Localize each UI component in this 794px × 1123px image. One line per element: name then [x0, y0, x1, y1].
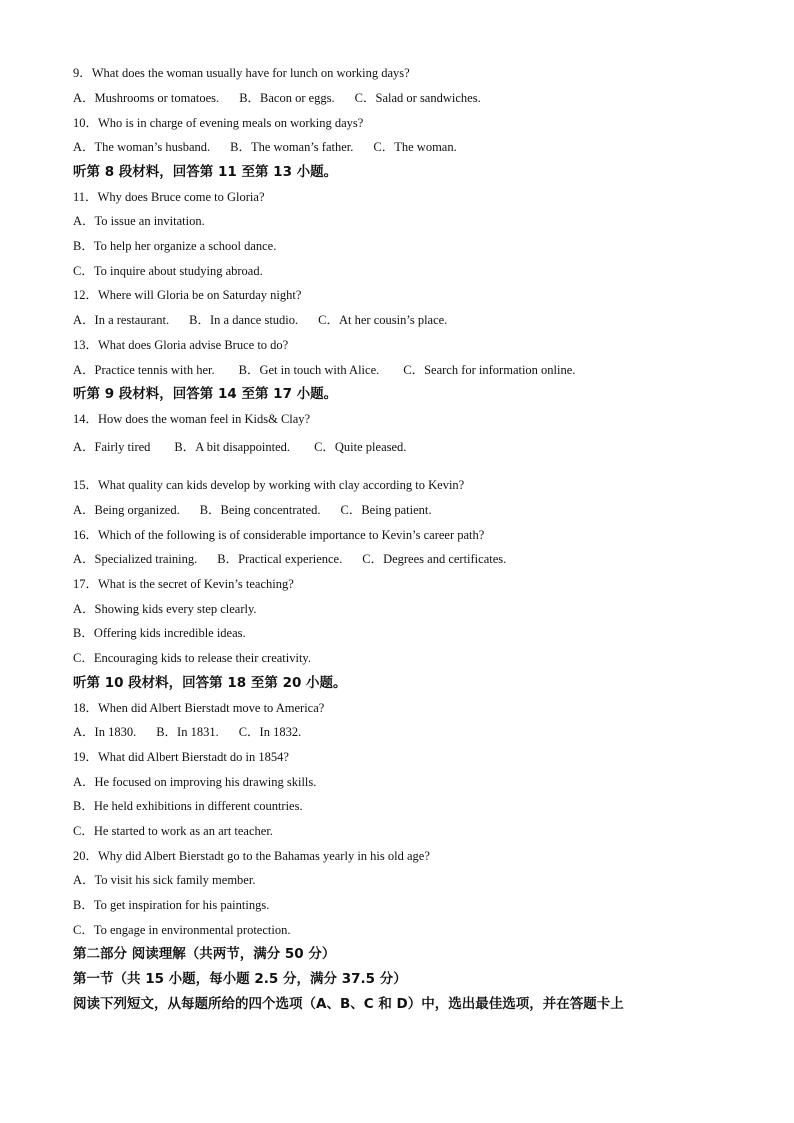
question-18-options — [73, 724, 301, 740]
section-heading-8: 听第 8 段材料，回答第 11 至第 13 小题。 — [73, 164, 338, 180]
question-10: 10．Who is in charge of evening meals on working days? — [73, 116, 364, 130]
question-20-option-a: A．To visit his sick family member. — [73, 873, 256, 887]
question-14-options — [73, 439, 406, 455]
question-20: 20．Why did Albert Bierstadt go to the Bahamas yearly in his old age? — [73, 849, 430, 863]
option-c: C．The woman. — [373, 140, 457, 154]
question-19: 19．What did Albert Bierstadt do in 1854? — [73, 750, 289, 764]
section-one-heading: 第一节（共 15 小题，每小题 2.5 分，满分 37.5 分） — [73, 971, 407, 987]
option-a: A．In 1830. — [73, 725, 137, 739]
option-c: C．Search for information online. — [403, 363, 576, 377]
option-c: C．Salad or sandwiches. — [354, 91, 481, 105]
part-two-heading: 第二部分 阅读理解（共两节，满分 50 分） — [73, 946, 336, 962]
option-c: C．Degrees and certificates. — [362, 552, 507, 566]
question-17-option-a: A．Showing kids every step clearly. — [73, 602, 257, 616]
question-13-options — [73, 362, 575, 378]
option-c: C．In 1832. — [238, 725, 302, 739]
reading-instruction: 阅读下列短文，从每题所给的四个选项（A、B、C 和 D）中，选出最佳选项，并在答题卡上 — [73, 996, 624, 1012]
question-17-option-c: C．Encouraging kids to release their creativity. — [73, 651, 312, 665]
question-20-option-b: B．To get inspiration for his paintings. — [73, 898, 270, 912]
question-11-option-b: B．To help her organize a school dance. — [73, 239, 277, 253]
option-b: B．Bacon or eggs. — [239, 91, 335, 105]
question-11: 11．Why does Bruce come to Gloria? — [73, 190, 265, 204]
question-17-option-b: B．Offering kids incredible ideas. — [73, 626, 246, 640]
question-20-option-c: C．To engage in environmental protection. — [73, 923, 291, 937]
option-a: A．In a restaurant. — [73, 313, 170, 327]
option-c: C．Quite pleased. — [314, 440, 407, 454]
option-a: A．Mushrooms or tomatoes. — [73, 91, 220, 105]
question-17: 17．What is the secret of Kevin’s teaching? — [73, 577, 294, 591]
question-11-option-c: C．To inquire about studying abroad. — [73, 264, 263, 278]
question-12-options — [73, 312, 447, 328]
question-16-options — [73, 551, 506, 567]
question-16: 16．Which of the following is of considerable importance to Kevin’s career path? — [73, 528, 485, 542]
option-c: C．At her cousin’s place. — [318, 313, 448, 327]
question-13: 13．What does Gloria advise Bruce to do? — [73, 338, 289, 352]
question-19-option-a: A．He focused on improving his drawing skills. — [73, 775, 317, 789]
question-19-option-b: B．He held exhibitions in different countries. — [73, 799, 303, 813]
option-b: B．Being concentrated. — [199, 503, 321, 517]
question-12: 12．Where will Gloria be on Saturday night? — [73, 288, 302, 302]
question-11-option-a: A．To issue an invitation. — [73, 214, 205, 228]
section-heading-10: 听第 10 段材料，回答第 18 至第 20 小题。 — [73, 675, 347, 691]
option-b: B．In 1831. — [156, 725, 219, 739]
option-a: A．Specialized training. — [73, 552, 198, 566]
question-19-option-c: C．He started to work as an art teacher. — [73, 824, 273, 838]
option-a: A．The woman’s husband. — [73, 140, 211, 154]
option-b: B．Get in touch with Alice. — [238, 363, 380, 377]
option-b: B．The woman’s father. — [230, 140, 354, 154]
question-15: 15．What quality can kids develop by working with clay according to Kevin? — [73, 478, 465, 492]
option-b: B．Practical experience. — [217, 552, 343, 566]
section-heading-9: 听第 9 段材料，回答第 14 至第 17 小题。 — [73, 386, 338, 402]
option-a: A．Being organized. — [73, 503, 180, 517]
option-b: B．A bit disappointed. — [174, 440, 291, 454]
option-b: B．In a dance studio. — [189, 313, 299, 327]
question-9-options — [73, 90, 481, 106]
question-9: 9．What does the woman usually have for lunch on working days? — [73, 66, 410, 80]
question-14: 14．How does the woman feel in Kids& Clay? — [73, 412, 311, 426]
question-18: 18．When did Albert Bierstadt move to America? — [73, 701, 325, 715]
question-10-options — [73, 139, 457, 155]
option-a: A．Practice tennis with her. — [73, 363, 215, 377]
question-15-options — [73, 502, 431, 518]
option-a: A．Fairly tired — [73, 440, 151, 454]
option-c: C．Being patient. — [340, 503, 432, 517]
